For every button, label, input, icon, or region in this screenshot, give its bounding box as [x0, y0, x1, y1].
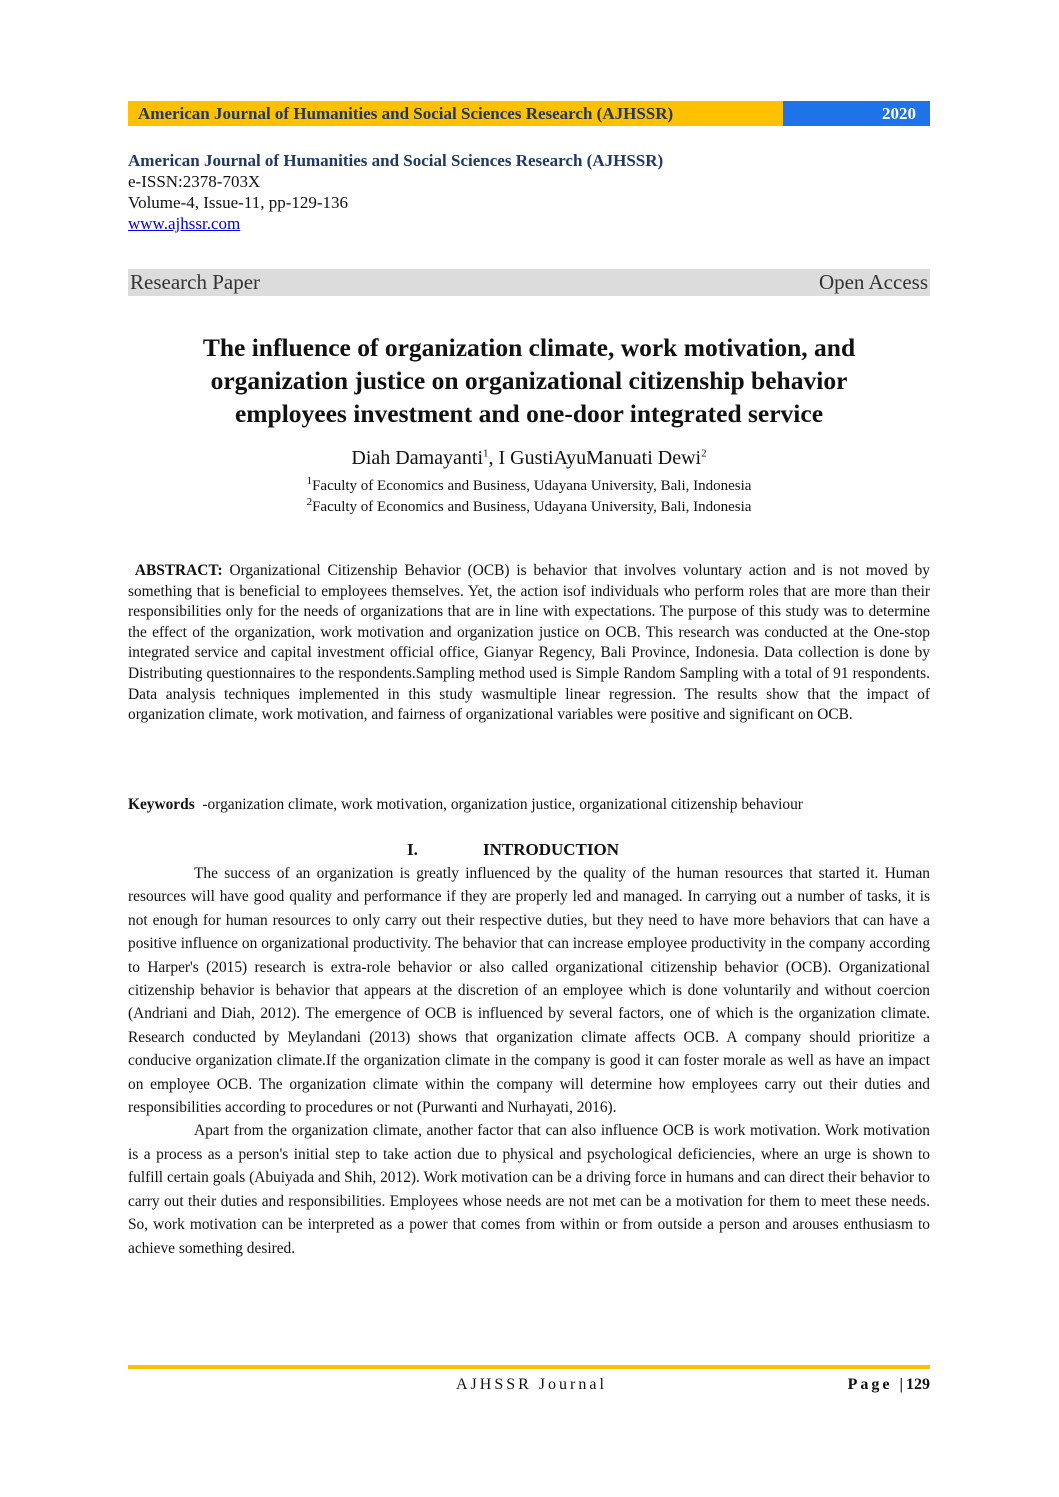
- page-number-value: 129: [906, 1376, 930, 1393]
- website-link[interactable]: www.ajhssr.com: [128, 214, 241, 233]
- author-separator: ,: [488, 447, 499, 469]
- keywords-label: Keywords: [128, 796, 195, 813]
- journal-banner: American Journal of Humanities and Social Sciences Research (AJHSSR): [128, 101, 783, 126]
- affiliation-text: Faculty of Economics and Business, Udayana University, Bali, Indonesia: [312, 478, 752, 494]
- abstract-text: Organizational Citizenship Behavior (OCB) is behavior that involves voluntary action and is not moved by something that is beneficial to employees themselves. Yet, the action isof individuals who perform roles that are more than their responsibilities only for the needs of organizations that are in line with expectations. The purpose of this study was to determine the effect of the organization, work motivation and organization justice on OCB. This research was conducted at the One-stop integrated service and capital investment official office, Gianyar Regency, Bali Province, Indonesia. Data collection is done by Distributing questionnaires to the respondents.Sampling method used is Simple Random Sampling with a total of 91 respondents. Data analysis techniques implemented in this study wasmultiple linear regression. The results show that the impact of organization climate, work motivation, and fairness of organizational variables were positive and significant on OCB.: [128, 562, 930, 724]
- author-name: Diah Damayanti: [351, 447, 484, 469]
- paragraph: The success of an organization is greatly influenced by the quality of the human resources that started it. Human resources will have good quality and performance if they are properly led and managed. In carrying out a number of tasks, it is not enough for human resources to only carry out their respective duties, but they need to have more behaviors that can have a positive influence on organizational productivity. The behavior that can increase employee productivity in the company according to Harper's (2015) research is extra-role behavior or also called organizational citizenship behavior (OCB). Organizational citizenship behavior is behavior that appears at the discretion of an employee which is done voluntarily and without coercion (Andriani and Diah, 2012). The emergence of OCB is influenced by several factors, one of which is the organization climate. Research conducted by Meylandani (2013) shows that organization climate affects OCB. A company should prioritize a conducive organization climate.If the organization climate in the company is good it can foster morale as well as have an impact on employee OCB. The organization climate within the company will determine how employees carry out their duties and responsibilities according to procedures or not (Purwanti and Nurhayati, 2016).: [128, 865, 930, 1117]
- footer-rule: [128, 1365, 930, 1369]
- journal-header-bar: [128, 101, 930, 126]
- section-title: INTRODUCTION: [483, 840, 620, 859]
- page-label: Page |: [847, 1376, 906, 1393]
- paper-type-bar: [128, 269, 930, 296]
- affiliation-sup: 2: [306, 496, 313, 508]
- journal-name: American Journal of Humanities and Social Sciences Research (AJHSSR): [128, 151, 664, 170]
- paper-title: [128, 331, 930, 430]
- affiliation-sup: 1: [306, 475, 313, 487]
- year-badge: 2020: [783, 101, 930, 126]
- section-number: I.: [407, 840, 418, 859]
- title-line: organization justice on organizational citizenship behavior: [210, 366, 848, 395]
- author-list: [128, 447, 930, 470]
- access-type: Open Access: [818, 270, 928, 294]
- author-name: I GustiAyuManuati Dewi: [498, 447, 702, 469]
- issn: e-ISSN:2378-703X: [128, 172, 261, 191]
- author-sup: 2: [701, 447, 707, 460]
- title-line: employees investment and one-door integrated service: [234, 399, 824, 428]
- affiliation: [128, 475, 930, 495]
- volume-info: Volume-4, Issue-11, pp-129-136: [128, 193, 349, 212]
- keywords-text: -organization climate, work motivation, organization justice, organizational citizenship behaviour: [194, 796, 803, 813]
- affiliation: [128, 496, 930, 516]
- abstract-label: ABSTRACT:: [134, 562, 223, 579]
- footer-journal: AJHSSR Journal: [456, 1376, 607, 1393]
- paper-type: Research Paper: [130, 270, 261, 294]
- abstract: [128, 561, 930, 726]
- author-sup: 1: [483, 447, 489, 460]
- keywords: [128, 796, 930, 814]
- body-text: [128, 862, 930, 1260]
- affiliation-text: Faculty of Economics and Business, Udayana University, Bali, Indonesia: [312, 499, 752, 515]
- paragraph: Apart from the organization climate, another factor that can also influence OCB is work motivation. Work motivation is a process as a person's initial step to take action due to physical and psychological deficiencies, where an urge is shown to fulfill certain goals (Abuiyada and Shih, 2012). Work motivation can be a driving force in humans and can direct their behavior to carry out their duties and responsibilities. Employees whose needs are not met can be a motivation for them to meet these needs. So, work motivation can be interpreted as a power that comes from within or from outside a person and arouses enthusiasm to achieve something desired.: [128, 1122, 930, 1257]
- journal-meta: [128, 150, 663, 234]
- page-number: [848, 1376, 930, 1394]
- title-line: The influence of organization climate, work motivation, and: [202, 333, 856, 362]
